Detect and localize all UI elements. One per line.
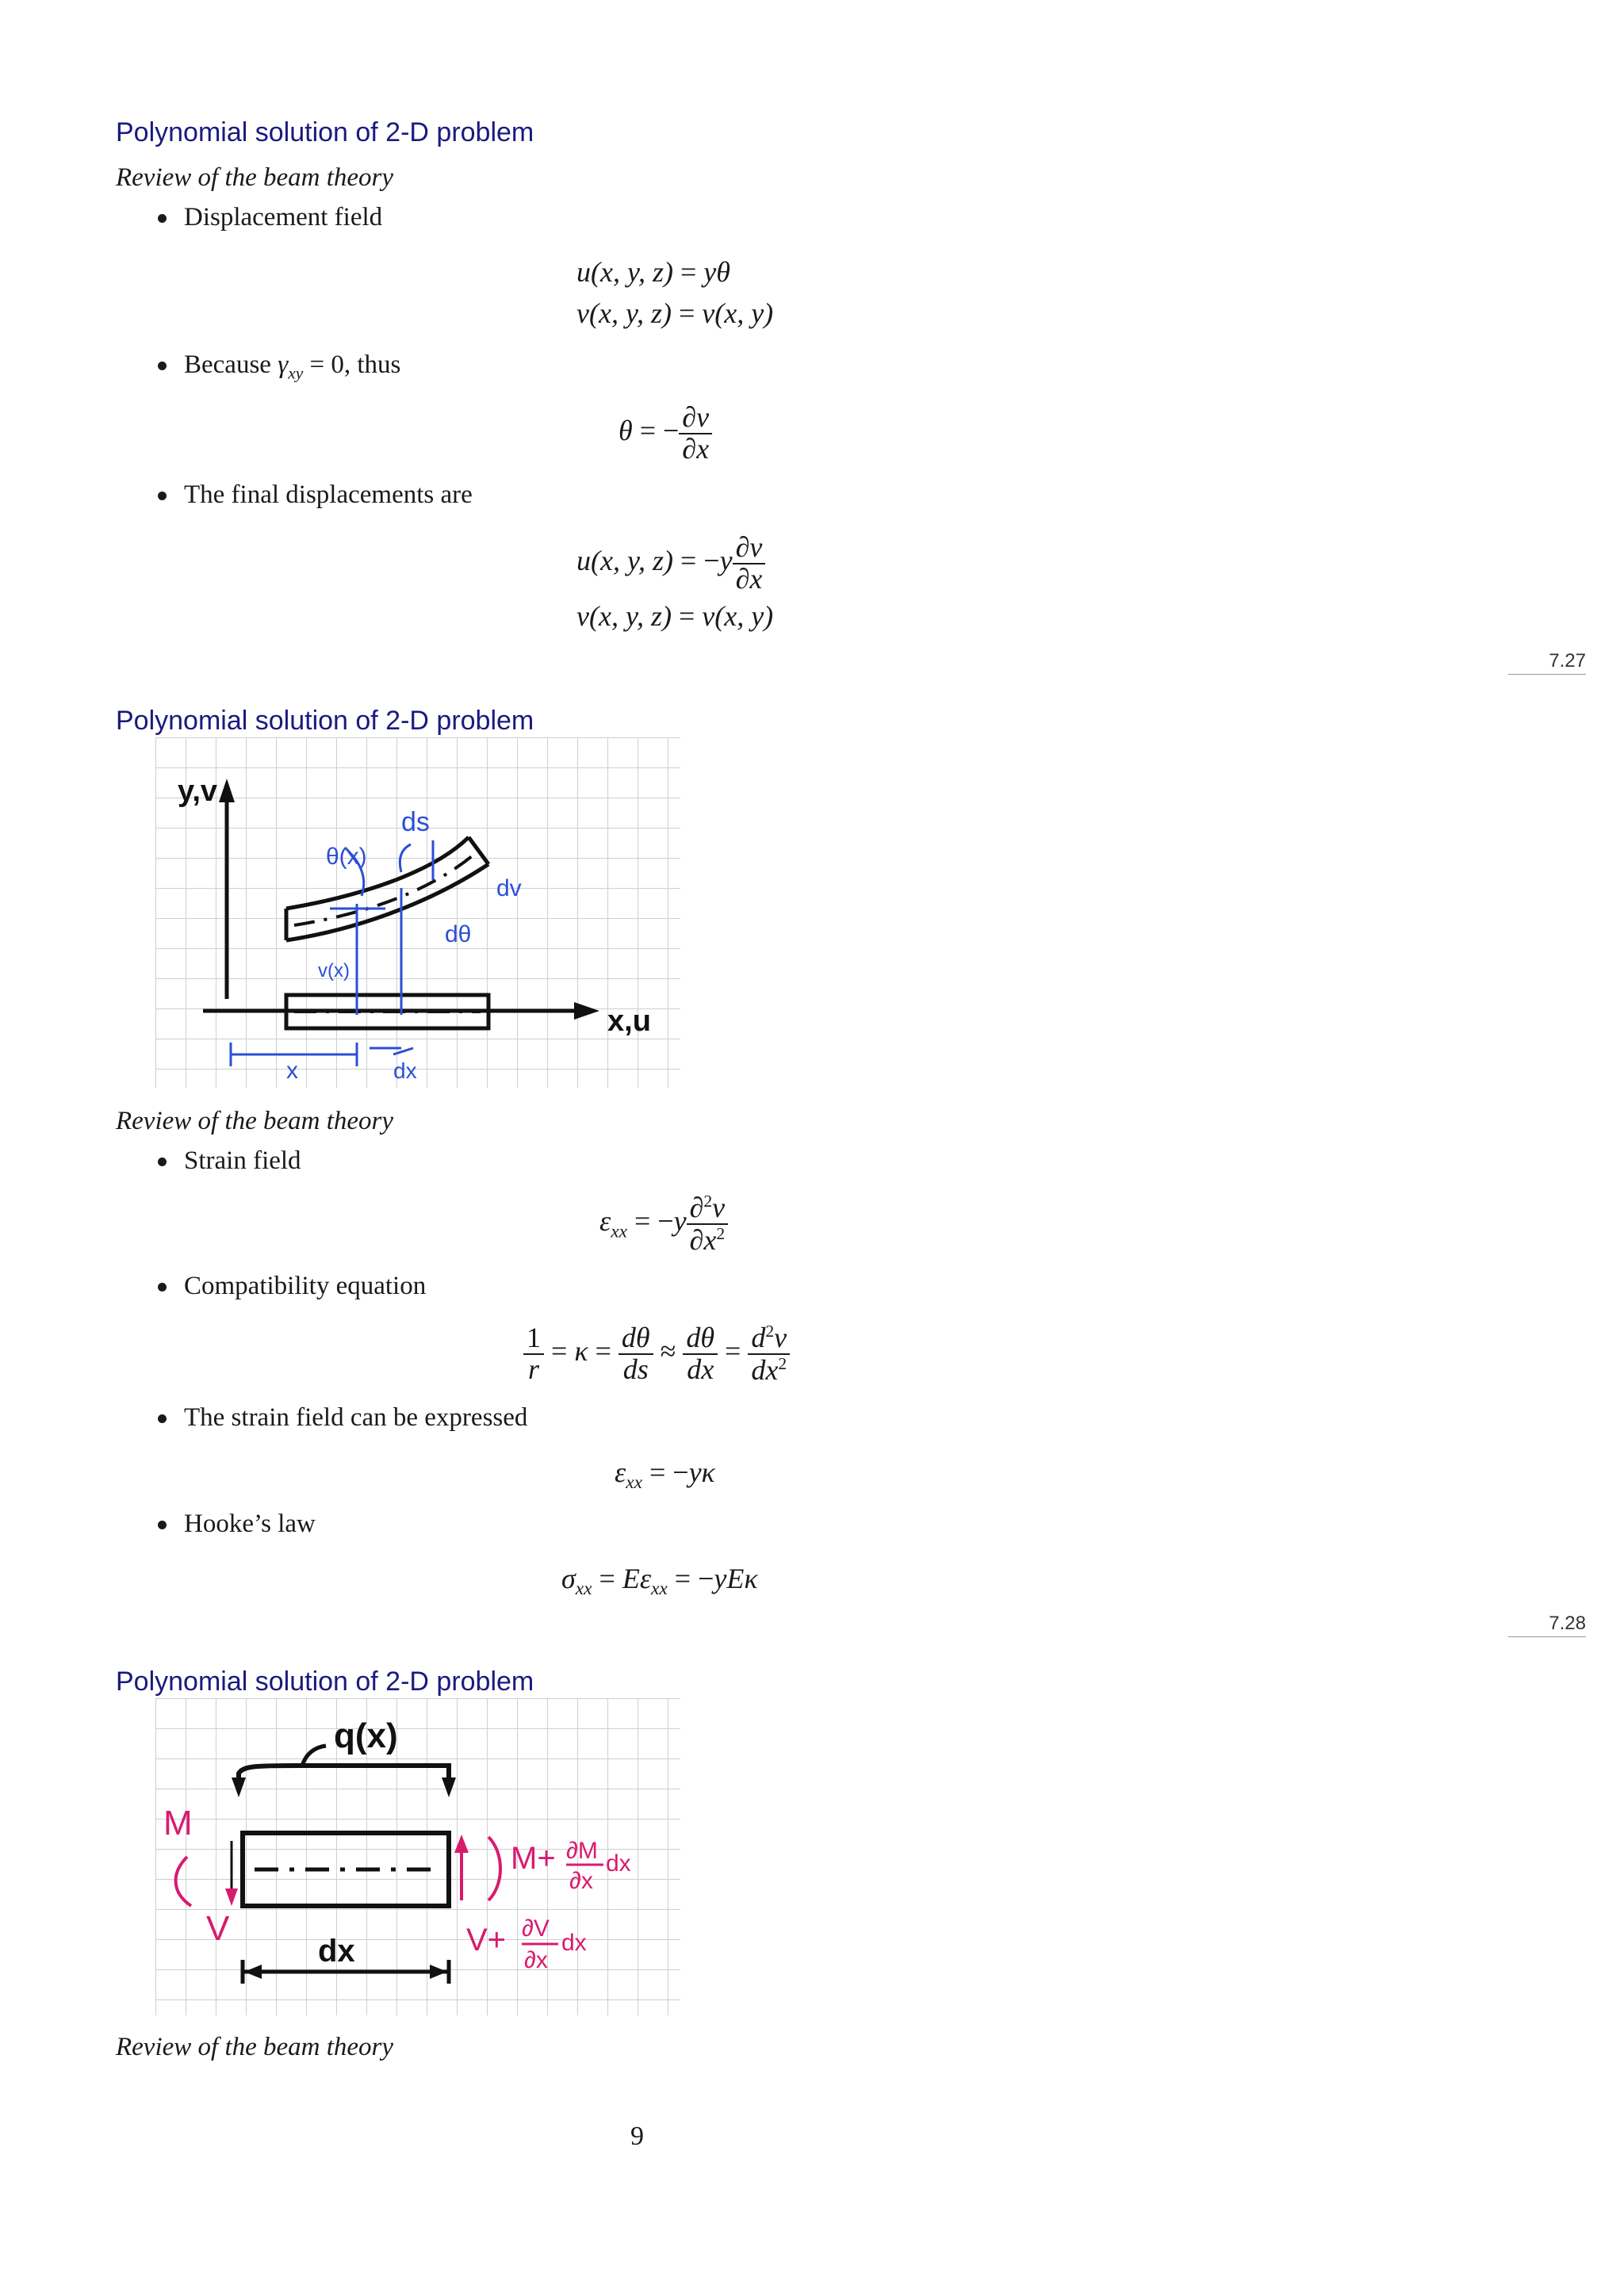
equation-strain-kappa: $\varepsilon_{xx} = -y\kappa$	[615, 1456, 715, 1494]
vx-label: v(x)	[318, 960, 350, 982]
equation-u: u(x, y, z) = yθ	[576, 256, 730, 288]
shear-increment-dx: dx	[561, 1930, 587, 1956]
beam-deflection-sketch	[155, 737, 680, 1088]
bullet-item: Compatibility equation	[184, 1272, 426, 1301]
moment-label: M	[163, 1804, 193, 1843]
slide-number: 7.28	[1549, 1613, 1586, 1634]
section-subtitle: Review of the beam theory	[116, 1107, 394, 1135]
bullet-dot	[158, 214, 167, 223]
slide-title: Polynomial solution of 2-D problem	[116, 706, 534, 736]
equation-hooke: $\sigma_{xx} = E\varepsilon_{xx} = -yE\kappa$	[561, 1563, 758, 1600]
equation-v-final: v(x, y, z) = v(x, y)	[576, 600, 774, 632]
moment-increment-numerator: ∂M	[566, 1838, 598, 1864]
slide-number: 7.27	[1549, 650, 1586, 672]
shear-increment-denominator: ∂x	[524, 1947, 548, 1973]
dtheta-label: dθ	[445, 921, 472, 947]
ds-label: ds	[401, 807, 430, 837]
equation-theta: θ = − $\frac{\partial v}{\partial x}$	[619, 403, 712, 465]
shear-label: V	[206, 1909, 230, 1948]
axis-x-label: x,u	[607, 1004, 651, 1038]
dv-label: dv	[496, 875, 522, 901]
equation-compatibility: $\frac{1}{r}$ = κ = $\frac{d\theta}{ds}$ ≈ $\frac{d\theta}{dx}$ = $\frac{d^2v}{dx^2}$	[523, 1322, 790, 1386]
bullet-dot	[158, 1158, 167, 1166]
shear-increment-prefix: V+	[466, 1923, 507, 1957]
bullet-dot	[158, 1414, 167, 1423]
moment-increment-prefix: M+	[511, 1841, 556, 1876]
slide-divider	[1508, 674, 1586, 675]
distributed-load-label: q(x)	[334, 1716, 398, 1755]
bullet-item: Hooke’s law	[184, 1510, 316, 1539]
bullet-dot	[158, 362, 167, 370]
bullet-item: Because $\gamma_{xy} = 0$, thus	[184, 350, 400, 384]
equation-v: v(x, y, z) = v(x, y)	[576, 297, 774, 329]
element-length-label: dx	[318, 1934, 355, 1969]
moment-increment-dx: dx	[606, 1850, 631, 1877]
bullet-item: The final displacements are	[184, 480, 473, 510]
bullet-dot	[158, 1283, 167, 1292]
bullet-dot	[158, 492, 167, 500]
axis-y-label: y,v	[178, 775, 218, 808]
moment-increment-denominator: ∂x	[569, 1868, 593, 1894]
page-number: 9	[630, 2122, 644, 2151]
section-subtitle: Review of the beam theory	[116, 2033, 394, 2061]
shear-increment-numerator: ∂V	[522, 1915, 550, 1942]
slide-title: Polynomial solution of 2-D problem	[116, 1667, 534, 1697]
slide-divider	[1508, 1636, 1586, 1637]
x-dimension-label: x	[286, 1058, 298, 1084]
bullet-item: Displacement field	[184, 203, 382, 232]
beam-element-equilibrium-sketch	[155, 1698, 680, 2015]
section-subtitle: Review of the beam theory	[116, 163, 394, 192]
dx-dimension-label: dx	[393, 1058, 417, 1083]
bullet-item: The strain field can be expressed	[184, 1403, 527, 1433]
theta-label: θ(x)	[326, 844, 367, 870]
bullet-dot	[158, 1521, 167, 1529]
slide-title: Polynomial solution of 2-D problem	[116, 117, 534, 147]
equation-strain: $\varepsilon_{xx} = -y$ $\frac{\partial^2v}{\partial x^2}$	[599, 1192, 728, 1256]
bullet-item: Strain field	[184, 1146, 301, 1176]
equation-u-final: u(x, y, z) = −y $\frac{\partial v}{\partial x}$	[576, 533, 765, 595]
